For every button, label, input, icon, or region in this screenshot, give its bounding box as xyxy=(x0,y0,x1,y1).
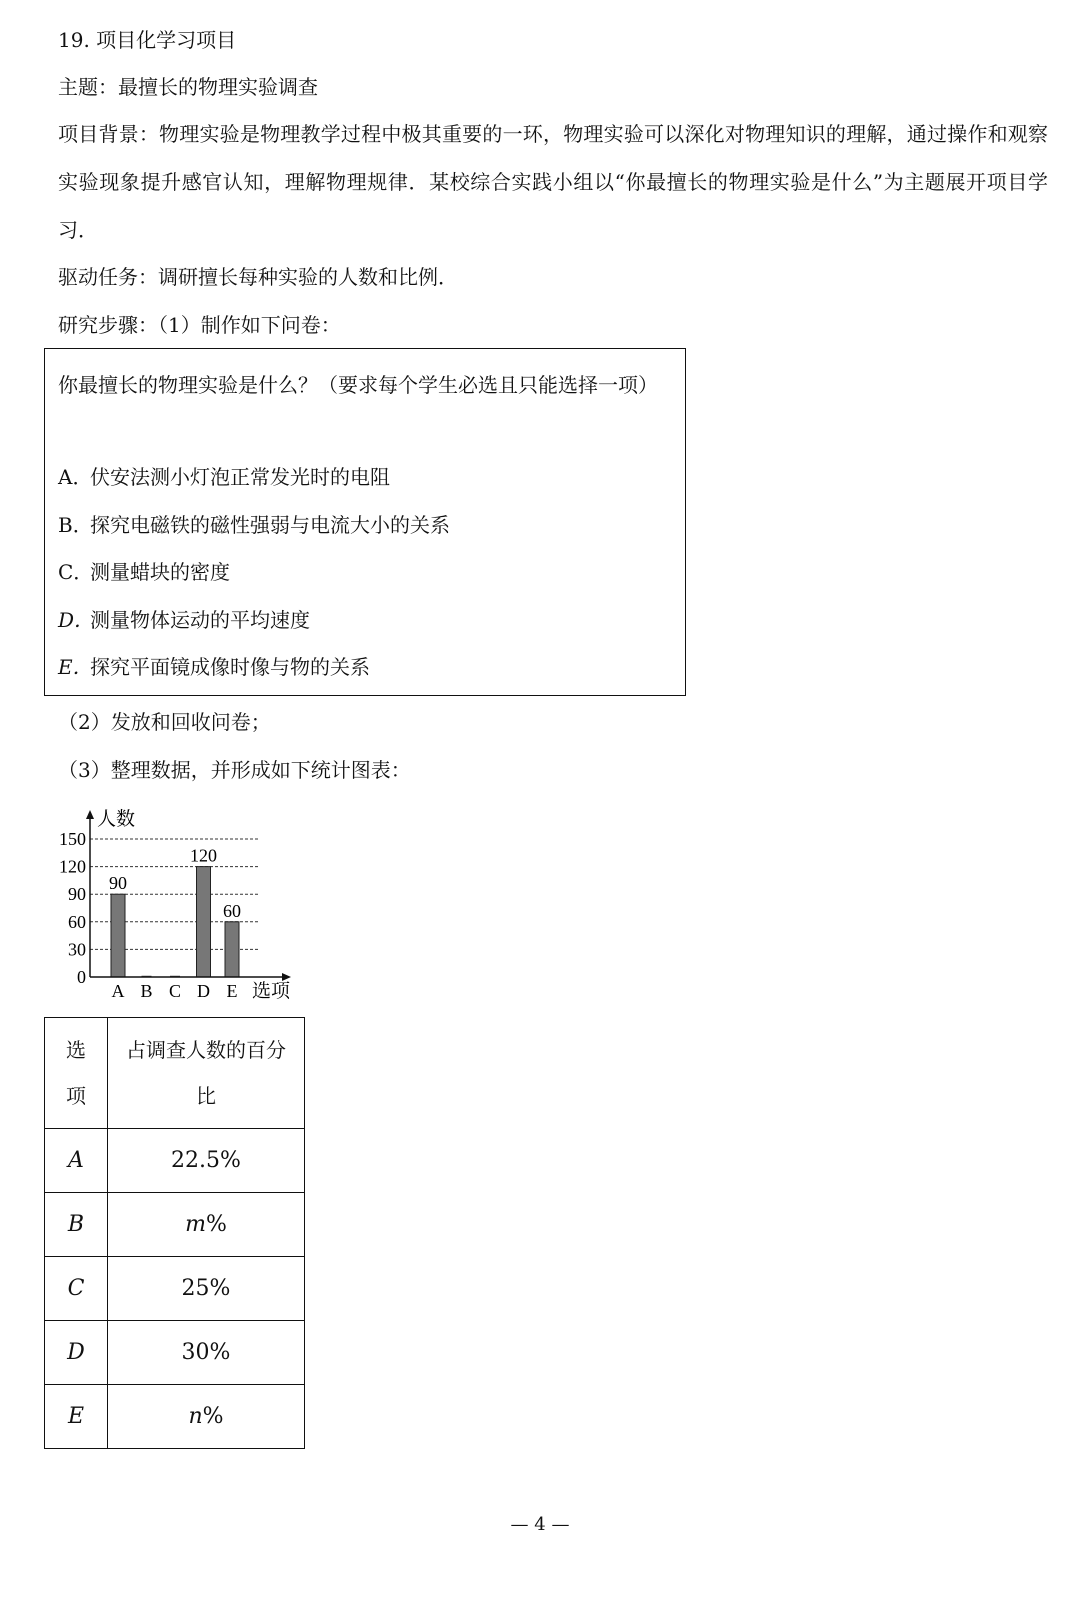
percent-table xyxy=(44,1017,305,1449)
option-text: 伏安法测小灯泡正常发光时的电阻 xyxy=(90,465,390,489)
bar-D xyxy=(197,867,211,977)
table-row xyxy=(45,1321,305,1385)
option-text: 测量物体运动的平均速度 xyxy=(90,608,310,632)
row-percent: 22.5% xyxy=(108,1129,305,1193)
table-row xyxy=(45,1257,305,1321)
x-tick-label: B xyxy=(140,981,153,1001)
survey-box xyxy=(44,348,686,696)
step3-line: （3）整理数据，并形成如下统计图表： xyxy=(58,758,411,782)
y-tick-label: 0 xyxy=(77,967,86,987)
value-label: 60 xyxy=(223,900,241,921)
row-option: C xyxy=(45,1257,108,1321)
value-label: 120 xyxy=(190,845,217,866)
bar-E xyxy=(225,922,239,977)
survey-option-c xyxy=(58,560,230,584)
option-text: 测量蜡块的密度 xyxy=(90,560,230,584)
option-text: 探究电磁铁的磁性强弱与电流大小的关系 xyxy=(90,513,450,537)
row-option: D xyxy=(45,1321,108,1385)
y-axis-arrow xyxy=(86,810,94,819)
survey-option-d xyxy=(58,608,310,632)
header-percent-text: 占调查人数的百分比 xyxy=(126,1038,286,1108)
x-tick-label: D xyxy=(197,981,210,1001)
survey-option-b xyxy=(58,513,450,537)
y-tick-labels xyxy=(59,829,86,987)
theme-line: 主题：最擅长的物理实验调查 xyxy=(58,75,318,99)
option-letter: B． xyxy=(58,513,93,537)
background-paragraph: 项目背景：物理实验是物理教学过程中极其重要的一环，物理实验可以深化对物理知识的理解，通过操作和观察实验现象提升感官认知，理解物理规律．某校综合实践小组以“你最擅长的物理实验是什么”为主题展开项目学习． xyxy=(58,122,1048,242)
task-line: 驱动任务：调研擅长每种实验的人数和比例． xyxy=(58,265,458,289)
row-option: B xyxy=(45,1193,108,1257)
y-tick-label: 150 xyxy=(59,829,86,849)
header-option xyxy=(45,1018,108,1129)
bar-chart xyxy=(40,800,310,1010)
option-letter: E． xyxy=(58,655,93,679)
row-option: A xyxy=(45,1129,108,1193)
table-row xyxy=(45,1129,305,1193)
bar-A xyxy=(111,894,125,977)
step2-line: （2）发放和回收问卷； xyxy=(58,710,271,734)
page-number: — 4 — xyxy=(510,1514,570,1535)
step1-line: 研究步骤：（1）制作如下问卷： xyxy=(58,313,341,337)
y-tick-label: 90 xyxy=(68,884,86,905)
table-header-row xyxy=(45,1018,305,1129)
option-letter: C． xyxy=(58,560,94,584)
y-tick-label: 30 xyxy=(68,939,86,960)
table-row xyxy=(45,1385,305,1449)
value-label: 90 xyxy=(109,873,127,894)
row-percent: 25% xyxy=(108,1257,305,1321)
header-percent xyxy=(108,1018,305,1129)
survey-option-e xyxy=(58,655,370,679)
x-axis-label: 选项 xyxy=(252,981,291,1002)
x-tick-label: A xyxy=(111,981,125,1001)
table-row xyxy=(45,1193,305,1257)
value-labels xyxy=(109,846,241,921)
y-tick-label: 60 xyxy=(68,911,86,932)
survey-question: 你最擅长的物理实验是什么？（要求每个学生必选且只能选择一项） xyxy=(58,373,658,397)
row-percent: 30% xyxy=(108,1321,305,1385)
option-letter: D． xyxy=(58,608,95,632)
survey-option-a xyxy=(58,465,390,489)
y-tick-label: 120 xyxy=(59,856,86,877)
row-percent: m% xyxy=(108,1193,305,1257)
row-percent: n% xyxy=(108,1385,305,1449)
option-text: 探究平面镜成像时像与物的关系 xyxy=(90,655,370,679)
question-heading: 19. 项目化学习项目 xyxy=(58,28,237,52)
x-axis-arrow xyxy=(282,973,291,981)
x-tick-label: C xyxy=(168,981,182,1001)
x-tick-labels xyxy=(112,981,238,1001)
x-tick-label: E xyxy=(226,981,238,1001)
y-axis-label: 人数 xyxy=(97,809,136,830)
header-option-text: 选项 xyxy=(66,1038,86,1108)
row-option: E xyxy=(45,1385,108,1449)
option-letter: A． xyxy=(58,465,93,489)
